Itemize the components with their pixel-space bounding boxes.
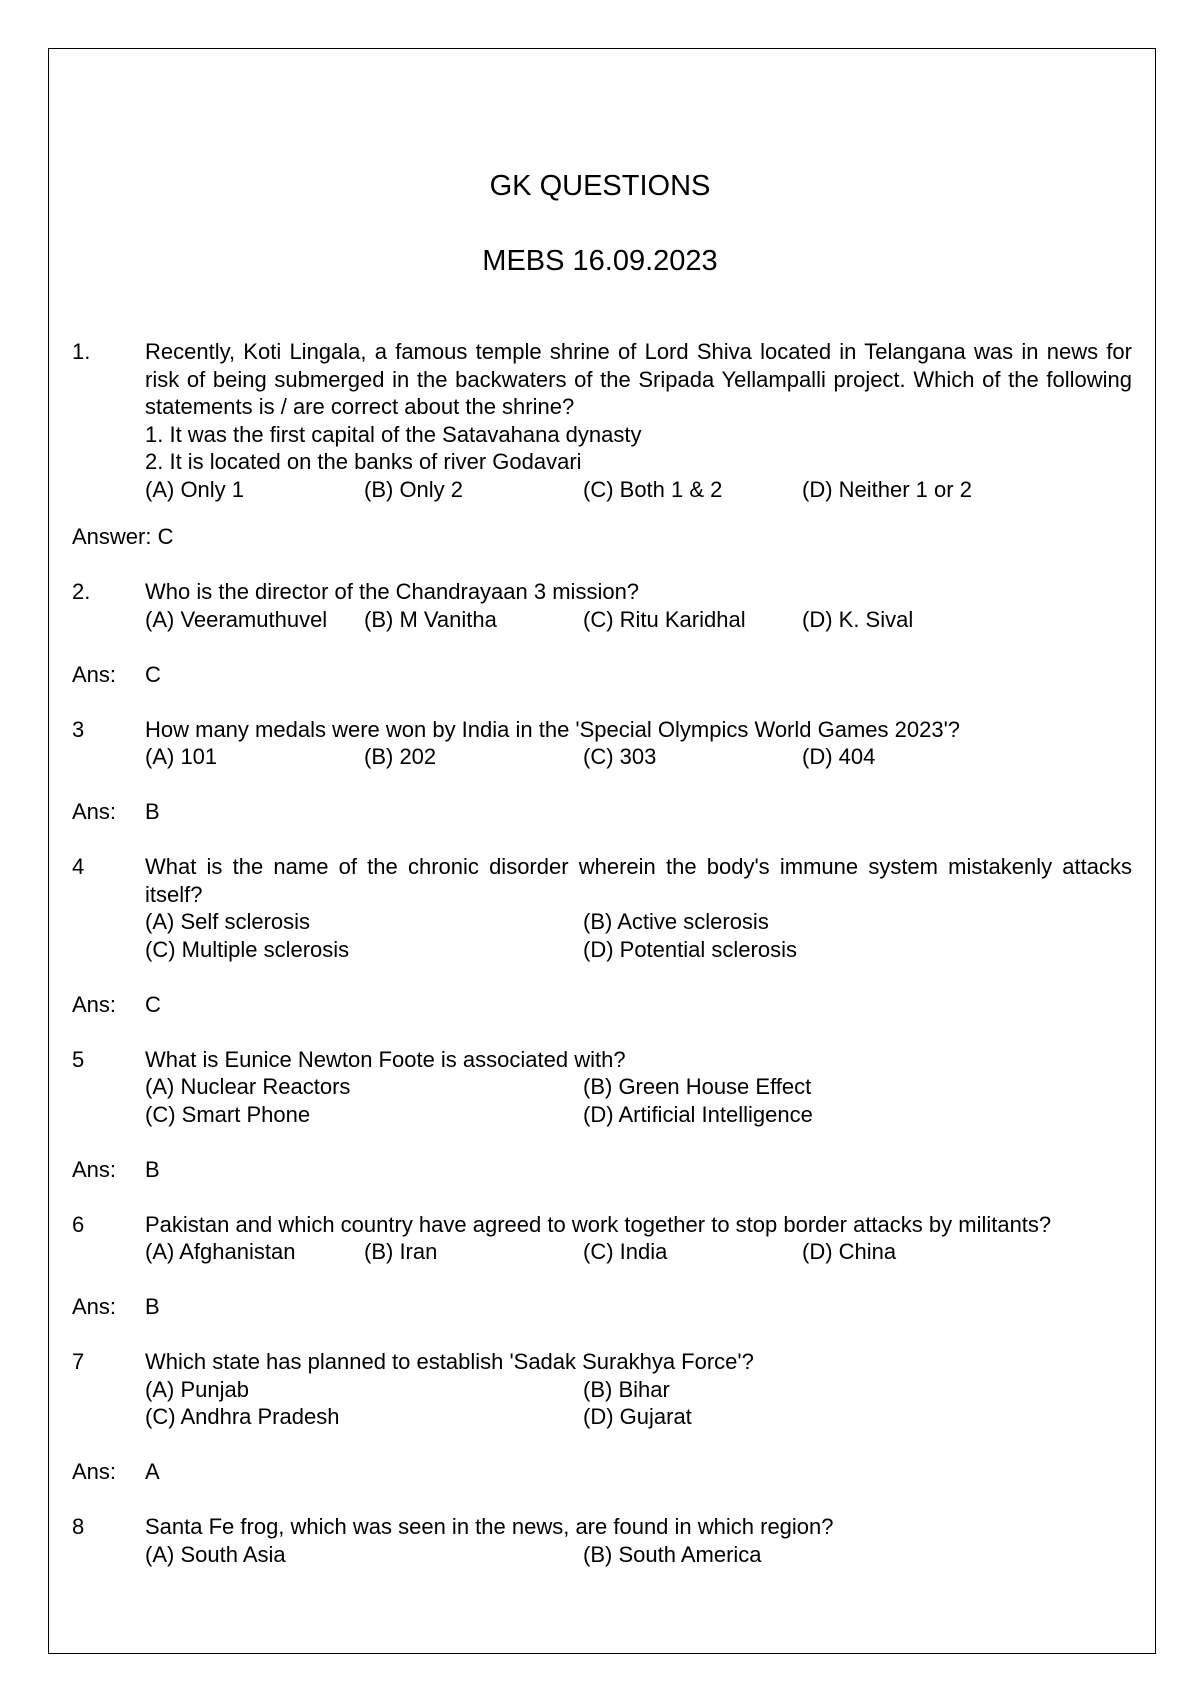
option-d: (D) 404 <box>802 744 876 769</box>
answer-label: Ans: <box>72 1156 117 1182</box>
option-d: (D) Gujarat <box>583 1404 692 1429</box>
options <box>145 1238 1132 1266</box>
question-text: Santa Fe frog, which was seen in the news, are found in which region? <box>145 1514 834 1539</box>
answer-4 <box>72 991 1132 1019</box>
question-body <box>145 1348 1132 1431</box>
option-b: (B) 202 <box>364 744 437 769</box>
answer-1: Answer: C <box>72 524 174 549</box>
option-d: (D) Neither 1 or 2 <box>802 476 972 502</box>
answer-3 <box>72 798 1132 826</box>
option-b: (B) Active sclerosis <box>583 909 769 934</box>
question-2 <box>72 578 1132 633</box>
option-d: (D) K. Sival <box>802 606 914 632</box>
answer-label: Ans: <box>72 1294 117 1319</box>
option-c: (C) India <box>583 1239 668 1264</box>
option-a: (A) Nuclear Reactors <box>145 1074 351 1099</box>
options <box>145 476 1132 504</box>
answer-7 <box>72 1458 1132 1486</box>
answer-5 <box>72 1156 1132 1184</box>
question-number: 6 <box>72 1211 85 1237</box>
statement-1: 1. It was the first capital of the Satavahana dynasty <box>145 421 642 447</box>
options <box>145 1073 1132 1128</box>
question-7 <box>72 1348 1132 1431</box>
question-number: 8 <box>72 1514 85 1539</box>
option-b: (B) Only 2 <box>364 476 464 502</box>
answer-label: Ans: <box>72 1459 117 1484</box>
option-c: (C) 303 <box>583 744 657 769</box>
option-c: (C) Multiple sclerosis <box>145 936 350 962</box>
question-6 <box>72 1211 1132 1266</box>
answer-label: Ans: <box>72 991 117 1017</box>
answer-value: B <box>145 1294 160 1319</box>
option-a: (A) Veeramuthuvel <box>145 606 328 632</box>
option-a: (A) South Asia <box>145 1541 286 1567</box>
question-text: Who is the director of the Chandrayaan 3 mission? <box>145 579 640 604</box>
option-a: (A) Self sclerosis <box>145 909 311 934</box>
option-c: (C) Andhra Pradesh <box>145 1404 340 1429</box>
question-text: Which state has planned to establish 'Sadak Surakhya Force'? <box>145 1349 754 1374</box>
option-c: (C) Both 1 & 2 <box>583 476 723 502</box>
answer-2 <box>72 661 1132 689</box>
option-c: (C) Ritu Karidhal <box>583 606 746 632</box>
question-text: Recently, Koti Lingala, a famous temple shrine of Lord Shiva located in Telangana was in news for risk of being submerged in the backwaters of the Sripada Yellampalli project. Which of the following statements is / are correct about the shrine? <box>145 339 1132 419</box>
question-number: 2. <box>72 579 91 604</box>
question-text: Pakistan and which country have agreed to work together to stop border attacks by militants? <box>145 1211 1052 1237</box>
question-body <box>145 578 1132 633</box>
statement-2: 2. It is located on the banks of river Godavari <box>145 449 582 474</box>
option-d: (D) China <box>802 1239 897 1264</box>
question-body <box>145 853 1132 963</box>
options <box>145 1376 1132 1431</box>
question-number: 7 <box>72 1349 85 1374</box>
question-1 <box>72 338 1132 503</box>
question-body <box>145 1513 1132 1568</box>
option-b: (B) Iran <box>364 1239 438 1264</box>
answer-value: B <box>145 1156 160 1182</box>
question-5 <box>72 1046 1132 1129</box>
option-a: (A) 101 <box>145 744 218 769</box>
answer-value: B <box>145 799 160 824</box>
option-a: (A) Only 1 <box>145 476 245 502</box>
question-text: How many medals were won by India in the 'Special Olympics World Games 2023'? <box>145 716 961 742</box>
options <box>145 908 1132 963</box>
option-a: (A) Afghanistan <box>145 1239 296 1264</box>
answer-value: C <box>145 991 161 1017</box>
question-body <box>145 338 1132 503</box>
question-text: What is Eunice Newton Foote is associated with? <box>145 1046 626 1072</box>
question-body <box>145 1211 1132 1266</box>
answer-value: A <box>145 1459 160 1484</box>
question-number: 3 <box>72 716 85 742</box>
option-d: (D) Artificial Intelligence <box>583 1101 813 1127</box>
page-title: GK QUESTIONS <box>489 170 711 202</box>
option-b: (B) Green House Effect <box>583 1074 812 1099</box>
question-number: 5 <box>72 1046 85 1072</box>
answer-label: Ans: <box>72 661 117 687</box>
option-c: (C) Smart Phone <box>145 1101 311 1127</box>
options <box>145 606 1132 634</box>
question-list <box>72 338 1132 1596</box>
question-number: 1. <box>72 339 91 364</box>
question-text: What is the name of the chronic disorder wherein the body's immune system mistakenly attacks itself? <box>145 854 1132 907</box>
options <box>145 743 1132 771</box>
option-d: (D) Potential sclerosis <box>583 936 797 962</box>
question-4 <box>72 853 1132 963</box>
answer-value: C <box>145 661 161 687</box>
question-8 <box>72 1513 1132 1568</box>
option-b: (B) South America <box>583 1541 762 1567</box>
answer-6 <box>72 1293 1132 1321</box>
question-number: 4 <box>72 854 85 879</box>
question-body <box>145 716 1132 771</box>
option-a: (A) Punjab <box>145 1376 249 1402</box>
question-3 <box>72 716 1132 771</box>
options <box>145 1541 1132 1569</box>
option-b: (B) M Vanitha <box>364 606 497 632</box>
page-subtitle: MEBS 16.09.2023 <box>482 245 718 277</box>
question-body <box>145 1046 1132 1129</box>
option-b: (B) Bihar <box>583 1376 670 1402</box>
answer-label: Ans: <box>72 799 117 824</box>
